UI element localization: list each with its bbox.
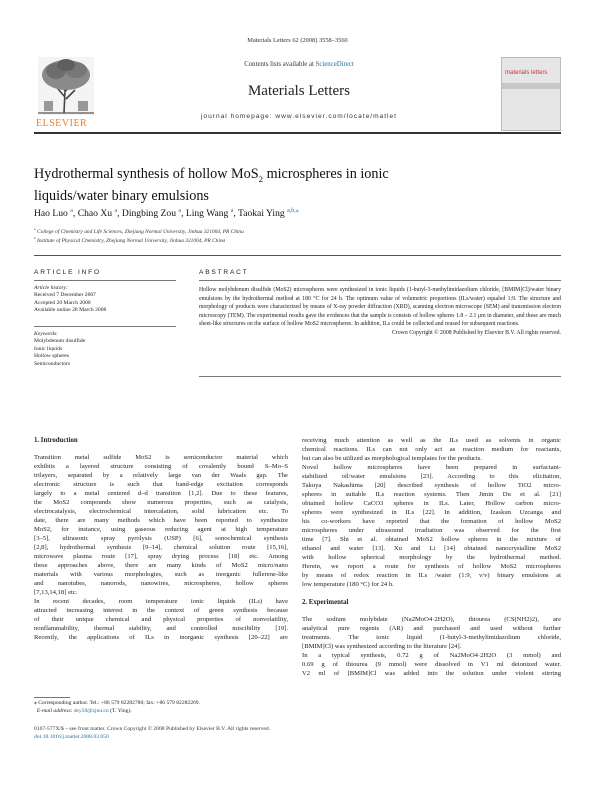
text-line: materials with various morphologies, such as inorganic fullerene-like [34, 571, 288, 579]
history-label: Article history: [34, 285, 69, 291]
text-line: The sodium molybdate (Na2MoO4·2H2O), thiourea (CS(NH2)2), are [302, 616, 561, 624]
author[interactable] [78, 208, 117, 219]
issn-line: 0167-577X/$ – see front matter. Crown Copyright © 2008 Published by Elsevier B.V. All rights reserved. [34, 726, 271, 732]
article-info-divider [34, 326, 176, 327]
text-line: these approaches above, there are many kinds of MoS2 micro/nano [34, 562, 288, 570]
keyword: Hollow spheres [34, 353, 69, 360]
text-line: nonflammability, thermal stability, and controlled miscibility [19]. [34, 625, 288, 633]
text-line: electronic structure is such that band-edge excitation corresponds [34, 481, 288, 489]
text-line: Novel hollow microspheres have been prepared in surfactant- [302, 464, 561, 472]
text-line: by means of redox reaction in ILs /water (1:9, v/v) binary emulsions at [302, 572, 561, 580]
article-title [34, 166, 464, 206]
text-line: analytical pure regents (AR) and purchased and used without further [302, 625, 561, 633]
text-line: with hollow spherical morphology by the hydrothermal method. [302, 554, 561, 562]
text-line: stabilized oil/water emulsions [23]. According to this elicitation, [302, 473, 561, 481]
article-history [34, 285, 176, 315]
keyword: Ionic liquids [34, 345, 63, 352]
text-line: [BMIM]Cl) was synthesized according to the literature [24]. [302, 643, 462, 651]
text-line: Takuya Nakashima [20] described synthesis of hollow TiO2 micro- [302, 482, 561, 490]
contents-line [134, 61, 464, 68]
left-column-text [34, 453, 288, 642]
text-line: [2,8], hydrothermal synthesis [9–14], chemical solution route [15,16], [34, 544, 288, 552]
author-affil-mark: a [114, 208, 118, 214]
email-suffix: (T. Ying). [108, 707, 132, 714]
experimental-heading: 2. Experimental [302, 599, 349, 607]
keyword: Semiconductors [34, 360, 71, 367]
text-line: exhibits a layered structure consisting of covalently bound S–Mo–S [34, 463, 288, 471]
footnote-rule [34, 697, 70, 698]
text-line: largely to a metal centered d–d transition [1,2]. Due to these features, [34, 490, 288, 498]
doi-link[interactable]: doi:10.1016/j.matlet.2008.03.050 [34, 734, 109, 740]
affiliation-mark: b [34, 236, 36, 240]
text-line: treatments. The ionic liquid (1-butyl-3-methylimidazolium chloride, [302, 634, 561, 642]
text-line: microspheres under ultrasound irradiation was observed for the first [302, 527, 561, 535]
body-left-column [34, 436, 288, 642]
journal-title: Materials Letters [247, 83, 351, 99]
text-line: [7,13,14,18] etc. [34, 589, 78, 597]
article-info-rule [34, 280, 176, 281]
history-received: Received 7 December 2007 [34, 292, 96, 299]
text-line: his co-workers have reported that the formation of hollow MoS2 [302, 518, 561, 526]
journal-banner [34, 57, 561, 129]
text-line: date, there are many methods which have been reported to synthesize [34, 517, 288, 525]
running-head: Materials Letters 62 (2008) 3558–3560 [247, 37, 348, 44]
text-line: of their unique chemical and physical properties of nonvolatility, [34, 616, 288, 624]
text-line: time [7]. Shi et al. obtained MoS2 hollow spheres in the mixture of [302, 536, 561, 544]
heading-gap [34, 445, 288, 453]
corresponding-author-note: ⁎ Corresponding author. Tel.: +86 579 82282780; fax: +86 579 82282269. [34, 700, 201, 706]
author[interactable] [122, 208, 181, 219]
email-label: E-mail address: [36, 707, 73, 714]
abstract-end-rule [199, 376, 561, 377]
heading-gap [302, 607, 561, 615]
author-name: Taokai Ying [238, 208, 285, 220]
title-part: Hydrothermal synthesis of hollow MoS [34, 166, 259, 182]
title-part: microspheres in ionic [263, 166, 389, 182]
author-affil-mark: a,b,⁎ [287, 208, 299, 214]
section-rule [34, 255, 561, 256]
text-line: [3–5], ultrasonic spray pyrolysis (USP) [6], sonochemical synthesis [34, 535, 288, 543]
affiliation [34, 236, 225, 244]
text-line: electrocatalysis, electrochemical intercalation, solid lubrication etc. To [34, 508, 288, 516]
text-line: Herein, we report a route for synthesis of hollow MoS2 microspheres [302, 563, 561, 571]
affiliation-mark: a [34, 227, 36, 231]
elsevier-logo[interactable] [34, 57, 96, 129]
history-online: Available online 28 March 2008 [34, 307, 107, 314]
journal-homepage-link[interactable]: journal homepage: www.elsevier.com/locate/matlet [200, 113, 398, 120]
right-column-text [302, 436, 561, 589]
author-name: Dingbing Zou [121, 208, 177, 220]
author-name: Ling Wang [185, 208, 229, 220]
publisher-wordmark: ELSEVIER [36, 118, 88, 129]
author-name: Hao Luo [34, 208, 68, 220]
affiliation-text: Institute of Physical Chemistry, Zhejiang Normal University, Jinhua 321004, PR China [37, 237, 226, 244]
author-affil-mark: a [178, 208, 182, 214]
text-line: receiving much attention as well as the ILs used as solvents in organic [302, 437, 561, 444]
elsevier-tree-icon [38, 57, 94, 115]
header-rule [34, 132, 561, 134]
text-line: 0.69 g of thiourea (9 mmol) were dissolved in V1 ml deionized water. [302, 661, 561, 669]
text-line: and nanotubes, nanorods, nanowires, microspheres, hollow spheres [34, 580, 288, 588]
keywords [34, 331, 176, 368]
text-line: trilayers, separated by a relatively large van der Waals gap. The [34, 472, 288, 480]
text-line: the MoS2 compounds show numerous properties, such as catalysis, [34, 499, 288, 507]
author-name: Chao Xu [77, 208, 113, 220]
author-affil-mark: a [70, 208, 73, 214]
cover-band [502, 83, 560, 89]
text-line: V2 ml of [BMIM]Cl was added into the solution under violent stirring [302, 670, 561, 678]
text-line: but can also be utilized as morphological templates for the products. [302, 455, 482, 463]
author[interactable] [34, 208, 73, 219]
affiliation [34, 227, 244, 235]
article-info-heading: ARTICLE INFO [34, 269, 101, 276]
author-list: Hao Luo $^a$, Chao Xu $^a$, Dingbing Zou $^a$, Ling Wang $^a$, Taokai Ying $^{a,b,⁎}$ [34, 208, 299, 220]
banner-center [134, 57, 464, 129]
text-line: microwave plasma route [17], spray drying process [18] etc. Among [34, 553, 288, 561]
abstract-heading: ABSTRACT [199, 269, 249, 276]
affiliation-text: College of Chemistry and Life Sciences, Zhejiang Normal University, Jinhua 321004, PR China [37, 228, 244, 235]
text-line: MoS2, for instance, using gaseous reducing agent at high temperature [34, 526, 288, 534]
body-right-column [302, 436, 561, 678]
footnote [34, 700, 294, 715]
text-line: low temperature (180 °C) for 24 h. [302, 581, 394, 589]
cover-title: materials letters [505, 70, 548, 76]
text-line: In a typical synthesis, 0.72 g of Na2MoO4·2H2O (3 mmol) and [302, 652, 561, 660]
keywords-label: Keywords: [34, 331, 59, 337]
text-line: ethanol and water [13]. Xu and Li [14] obtained nanocrystalline MoS2 [302, 545, 561, 553]
text-line: spheres were synthesized in ILs [22]. In addition, Izaskun Uzcanga and [302, 509, 561, 517]
abstract-text: Hollow molybdenum disulfide (MoS2) microspheres were synthesized in ionic liquids (1-butyl-3-methylimidazolium chloride, [BMIM]Cl)/water binary emulsions by the hydrothermal method at 180 °C for 24 h. The optimum value of volumetric proportions (ILs/water) equaled 1:9. The structure and morphology of products were characterized by means of X-ray powder diffraction (XRD), scanning electron microscope (SEM) and transmission electron microscopy (TEM). The experimental results gave the evidences that the sample is consists of hollow spheres 1.8 – 2.1 μm in diameter, and these are much sheet-like structures on the surface of hollow MoS2 microspheres. In addition, ILs could be collected and reused for subsequent reactions. [199, 287, 561, 327]
text-line: attracted increasing interest in the context of green synthesis because [34, 607, 288, 615]
section-gap [302, 589, 561, 598]
sciencedirect-link[interactable]: ScienceDirect [315, 61, 354, 68]
contents-prefix: Contents lists available at [244, 61, 316, 68]
abstract-body [199, 286, 561, 337]
abstract-copyright: Crown Copyright © 2008 Published by Elsevier B.V. All rights reserved. [391, 329, 561, 336]
title-part: liquids/water binary emulsions [34, 188, 209, 205]
text-line: obtained hollow CaCO3 spheres in ILs. Later, Hollow carbon micro- [302, 500, 561, 508]
doi-line [34, 734, 109, 740]
text-line: Recently, the applications of ILs in inorganic synthesis [20–22] are [34, 634, 288, 642]
journal-cover-thumbnail[interactable] [501, 57, 561, 131]
title-subscript: 2 [258, 173, 264, 184]
text-line: Transition metal sulfide MoS2 is semiconductor material which [34, 454, 288, 462]
author-affil-mark: a [230, 208, 234, 214]
experimental-text [302, 615, 561, 678]
text-line: chemical reactions. ILs can not only act as reaction medium for reactants, [302, 446, 561, 454]
text-line: In recent decades, room temperature ionic liquids (ILs) have [34, 598, 288, 606]
introduction-heading: 1. Introduction [34, 437, 78, 444]
author[interactable] [186, 208, 234, 219]
email-link[interactable]: sky50@zjnu.cn [73, 707, 109, 714]
abstract-rule [199, 280, 561, 281]
text-line: spheres in suitable ILs reaction systems. Then Jimin Du et al. [21] [302, 491, 561, 499]
keyword: Molybdenum disulfide [34, 338, 86, 345]
author[interactable] [238, 208, 299, 219]
history-accepted: Accepted 20 March 2008 [34, 299, 91, 306]
